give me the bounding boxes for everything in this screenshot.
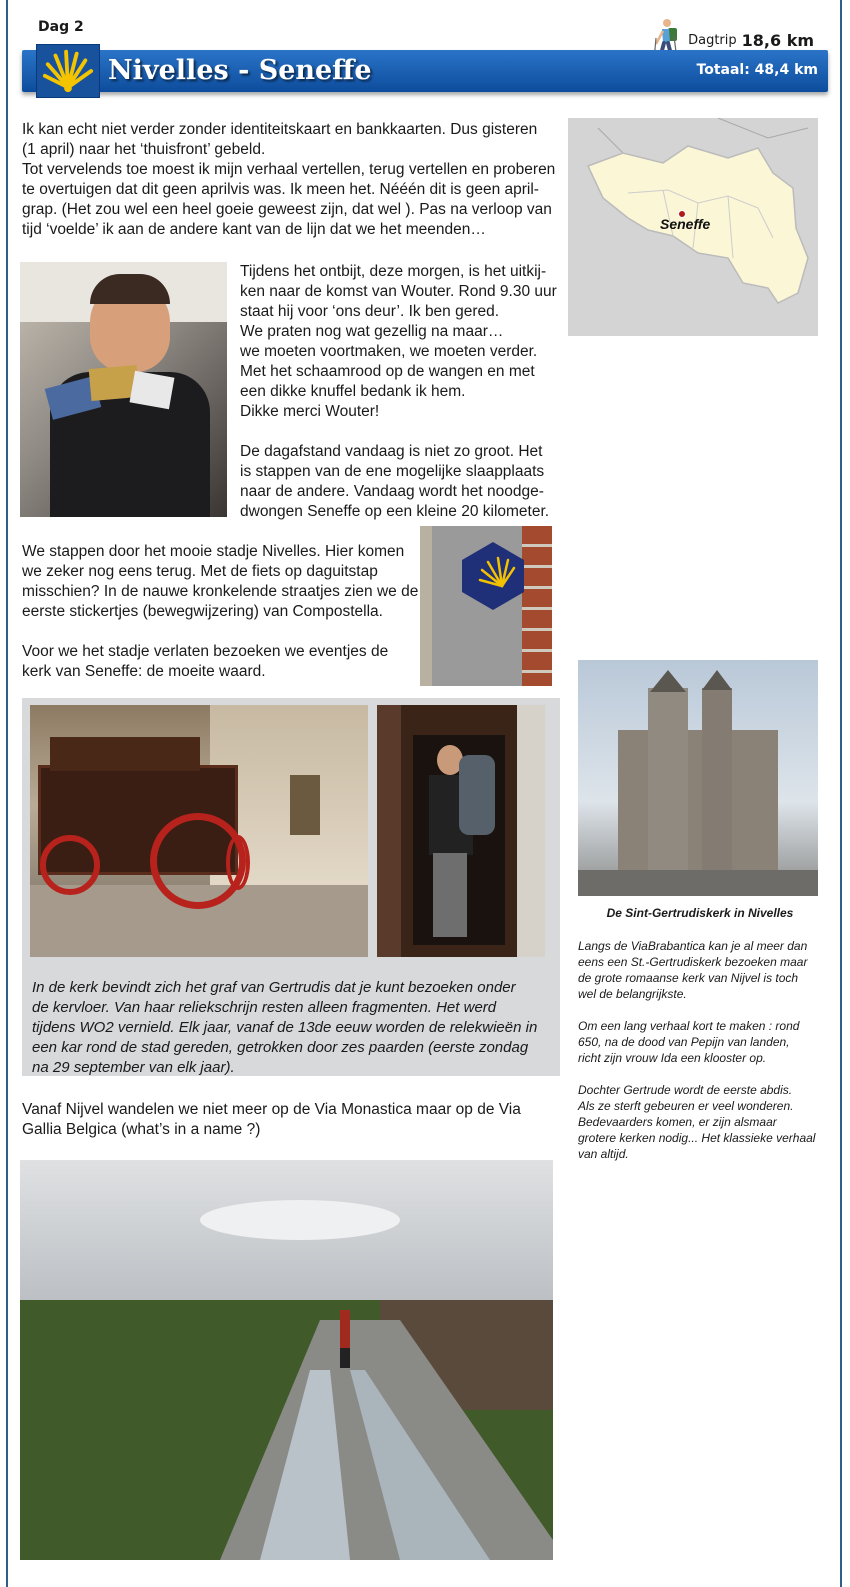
church-visit-paragraph: Voor we het stadje verlaten bezoeken we eventjes de kerk van Seneffe: de moeite waard.	[22, 643, 389, 680]
photo-muddy-path	[20, 1160, 553, 1560]
scallop-shell-icon	[37, 45, 99, 97]
photo-man-with-cards	[20, 262, 227, 517]
trip-distance: 18,6 km	[741, 30, 814, 50]
intro-text	[22, 120, 562, 240]
breakfast-text	[240, 262, 560, 522]
total-distance: Totaal: 48,4 km	[696, 62, 818, 78]
church-photo-caption: De Sint-Gertrudiskerk in Nivelles	[606, 906, 794, 920]
route-text	[22, 1100, 562, 1140]
intro-paragraph: Ik kan echt niet verder zonder identiteitskaart en bankkaarten. Dus gisteren (1 april) naar het ‘thuisfront’ gebeld. Tot vervelends toe moest ik mijn verhaal vertellen, terug vertellen en proberen te overtuigen dat dit geen aprilvis was. Ik meen het. Nééén dit is geen april- grap. (Het zou wel een heel goeie geweest zijn, dat wel ). Pas na verloop van tijd ‘voelde’ ik aan de andere kant van de lijn dat we het meenden…	[22, 121, 556, 238]
title-bar	[22, 50, 828, 92]
breakfast-paragraph: Tijdens het ontbijt, deze morgen, is het uitkij- ken naar de komst van Wouter. Rond 9.30 uur staat hij voor ‘ons deur’. Ik ben gered. We praten nog wat gezellig na maar… we moeten voortmaken, we moeten verder. Met het schaamrood op de wangen en met een dikke knuffel bedank ik hem. Dikke merci Wouter!	[240, 263, 557, 420]
sidebar-paragraph-3: Dochter Gertrude wordt de eerste abdis. Als ze sterft gebeuren er veel wonderen. Bedevaarders komen, er zijn alsmaar grotere kerken nodig... Het klassieke verhaal van altijd.	[578, 1083, 816, 1161]
nivelles-paragraph: We stappen door het mooie stadje Nivelles. Hier komen we zeker nog eens terug. Met de fiets op daguitstap misschien? In de nauwe kronkelende straatjes zien we de eerste stickertjes (bewegwijzering) van Compostella.	[22, 543, 419, 620]
sidebar-paragraph-2: Om een lang verhaal kort te maken : rond 650, na de dood van Pepijn van landen, richt zijn vrouw Ida een klooster op.	[578, 1019, 800, 1065]
sidebar-history-text	[578, 938, 822, 1178]
scallop-shell-sticker-icon	[460, 540, 526, 612]
scallop-shell-logo	[36, 44, 100, 98]
nivelles-text	[22, 542, 422, 682]
church-interior-caption: In de kerk bevindt zich het graf van Gertrudis dat je kunt bezoeken onder de kervloer. Van haar reliekschrijn resten alleen fragmenten. Het werd tijdens WO2 vernield. Elk jaar, vanaf de 13de eeuw worden de relekwieën in een kar rond de stad gereden, getrokken door zes paarden (eerste zondag na 29 september van elk jaar).	[32, 979, 538, 1076]
sidebar-paragraph-1: Langs de ViaBrabantica kan je al meer dan eens een St.-Gertrudiskerk bezoeken maar de grote romaanse kerk van Nijvel is toch wel de belangrijkste.	[578, 939, 808, 1001]
page-title: Nivelles - Seneffe	[108, 55, 372, 86]
map-belgium	[568, 118, 818, 336]
photo-sint-gertrudiskerk	[578, 660, 818, 896]
map-city-label: Seneffe	[660, 216, 711, 232]
day-label: Dag 2	[38, 19, 84, 35]
photo-camino-sticker	[420, 526, 552, 686]
photo-pilgrim-door	[377, 705, 545, 957]
distance-paragraph: De dagafstand vandaag is niet zo groot. Het is stappen van de ene mogelijke slaapplaats naar de andere. Vandaag wordt het noodge- dwongen Seneffe op een kleine 20 kilometer.	[240, 443, 550, 520]
trip-label: Dagtrip	[688, 32, 737, 48]
route-paragraph: Vanaf Nijvel wandelen we niet meer op de Via Monastica maar op de Via Gallia Belgica (what’s in a name ?)	[22, 1101, 521, 1138]
photo-reliquary-cart	[30, 705, 368, 957]
